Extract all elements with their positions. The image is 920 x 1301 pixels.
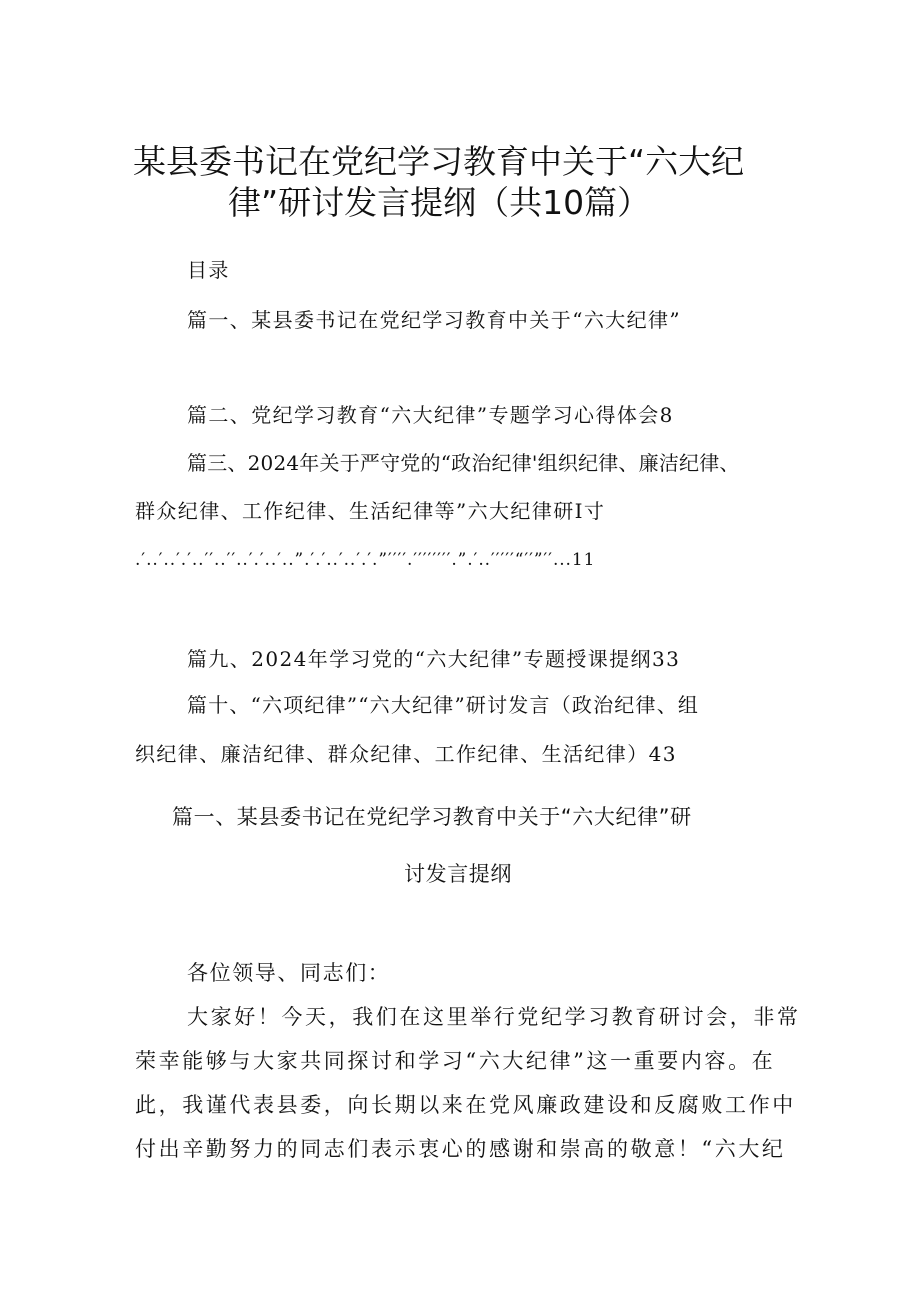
body-paragraph-line-3: 此，我谨代表县委，向长期以来在党风廉政建设和反腐败工作中 — [135, 1093, 796, 1117]
toc-entry-3: 篇三、2024年关于严守党的“政治纪律'组织纪律、廉洁纪律、 — [187, 451, 740, 475]
toc-entry-3-continued: 群众纪律、工作纪律、生活纪律等”六大纪律研I寸 — [135, 499, 606, 523]
salutation: 各位领导、同志们： — [187, 961, 391, 985]
document-title-line-2: 律”研讨发言提纲（共10篇） — [228, 183, 651, 222]
toc-entry-10-continued: 织纪律、廉洁纪律、群众纪律、工作纪律、生活纪律）43 — [135, 742, 677, 766]
toc-label: 目录 — [187, 258, 230, 282]
body-paragraph-line-2: 荣幸能够与大家共同探讨和学习“六大纪律”这一重要内容。在 — [135, 1049, 776, 1073]
toc-entry-1: 篇一、某县委书记在党纪学习教育中关于“六大纪律” — [187, 308, 682, 332]
section-heading-line-2: 讨发言提纲 — [404, 862, 512, 886]
section-heading-line-1: 篇一、某县委书记在党纪学习教育中关于“六大纪律”研 — [172, 805, 692, 829]
body-paragraph-line-4: 付出辛勤努力的同志们表示衷心的感谢和崇高的敬意！“六大纪 — [135, 1137, 786, 1161]
document-title-line-1: 某县委书记在党纪学习教育中关于“六大纪 — [133, 142, 745, 181]
toc-entry-10: 篇十、“六项纪律”“六大纪律”研讨发言（政治纪律、组 — [187, 693, 700, 717]
body-paragraph-line-1: 大家好！今天，我们在这里举行党纪学习教育研讨会，非常 — [187, 1005, 801, 1029]
toc-entry-2: 篇二、党纪学习教育“六大纪律”专题学习心得体会8 — [187, 403, 674, 427]
toc-leader-dots: .′..′..′.′..′′..′′..′.′..′..”.′.′..′..′.′.”′′′′.′′′′′′′′.”.′..′′′′′“′′”′′...11 — [135, 550, 596, 570]
toc-entry-9: 篇九、2024年学习党的“六大纪律”专题授课提纲33 — [187, 647, 681, 671]
